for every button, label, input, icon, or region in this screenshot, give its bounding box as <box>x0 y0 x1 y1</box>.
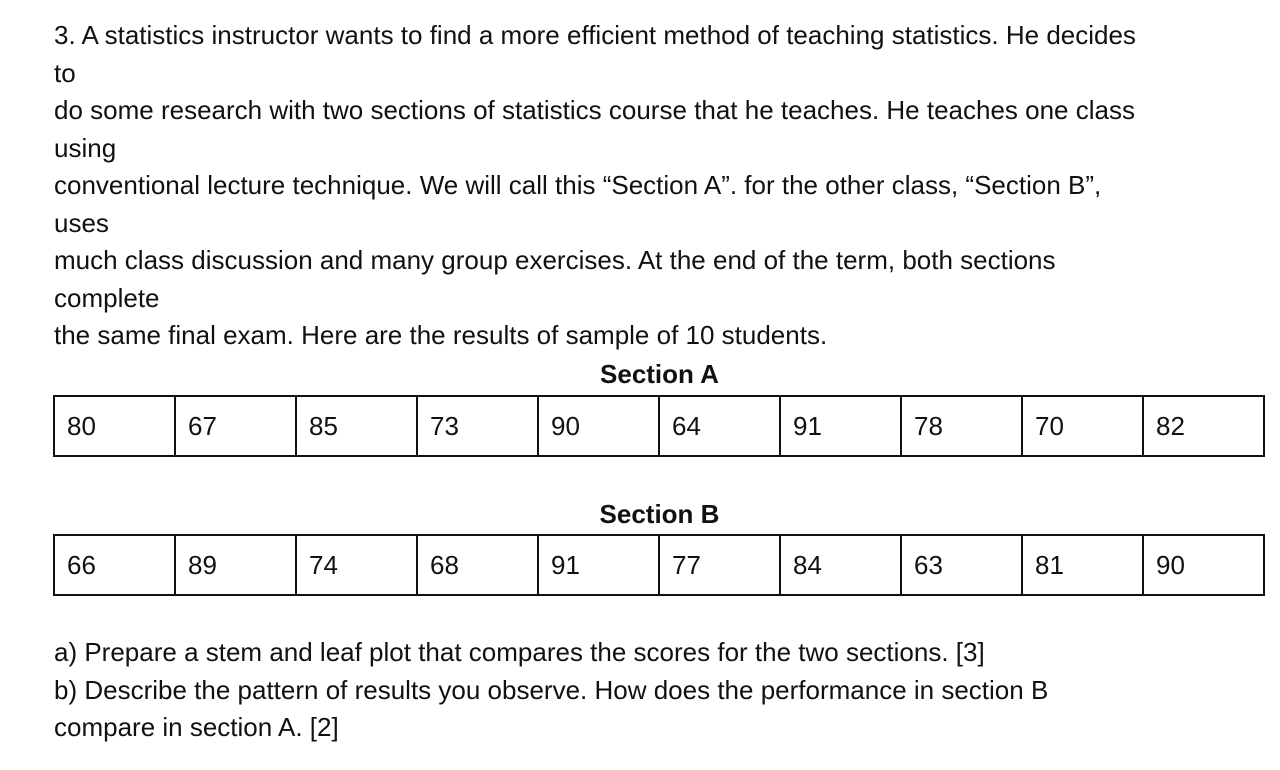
question-line: 3. A statistics instructor wants to find a more efficient method of teaching statistics. He decides <box>54 20 1136 50</box>
section-b-score: 63 <box>901 535 1022 595</box>
sub-questions <box>54 634 1269 747</box>
section-b-score: 68 <box>417 535 538 595</box>
sub-question-a: a) Prepare a stem and leaf plot that compares the scores for the two sections. [3] <box>54 637 985 667</box>
section-b-score: 84 <box>780 535 901 595</box>
section-a-score: 80 <box>54 396 175 456</box>
question-line: complete <box>54 282 160 313</box>
question-line: do some research with two sections of statistics course that he teaches. He teaches one class <box>54 95 1135 125</box>
section-a-score: 82 <box>1143 396 1264 456</box>
section-a-score: 91 <box>780 396 901 456</box>
section-a-score: 90 <box>538 396 659 456</box>
question-line: much class discussion and many group exercises. At the end of the term, both sections <box>54 245 1056 275</box>
section-a-score: 78 <box>901 396 1022 456</box>
question-text <box>54 17 1269 355</box>
section-a-score: 70 <box>1022 396 1143 456</box>
section-b-score: 81 <box>1022 535 1143 595</box>
section-b-score: 91 <box>538 535 659 595</box>
question-line: uses <box>54 207 109 238</box>
section-a-score: 67 <box>175 396 296 456</box>
table-row <box>54 396 1264 456</box>
section-b-table <box>53 534 1265 596</box>
sub-question-b: b) Describe the pattern of results you observe. How does the performance in section B <box>54 674 1049 705</box>
section-a-title: Section A <box>600 359 719 389</box>
section-b-score: 77 <box>659 535 780 595</box>
section-b-score: 89 <box>175 535 296 595</box>
table-row <box>54 535 1264 595</box>
question-line: the same final exam. Here are the results of sample of 10 students. <box>54 320 828 350</box>
section-a-score: 64 <box>659 396 780 456</box>
sub-question-b-continued: compare in section A. [2] <box>54 712 339 742</box>
section-b-score: 90 <box>1143 535 1264 595</box>
question-line: using <box>54 132 117 163</box>
question-line: to <box>54 57 76 88</box>
section-b-score: 74 <box>296 535 417 595</box>
question-line: conventional lecture technique. We will call this “Section A”. for the other class, “Section B”, <box>54 170 1102 200</box>
section-b-title: Section B <box>599 499 720 529</box>
section-a-score: 73 <box>417 396 538 456</box>
section-a-score: 85 <box>296 396 417 456</box>
section-b-score: 66 <box>54 535 175 595</box>
section-a-table <box>53 395 1265 457</box>
